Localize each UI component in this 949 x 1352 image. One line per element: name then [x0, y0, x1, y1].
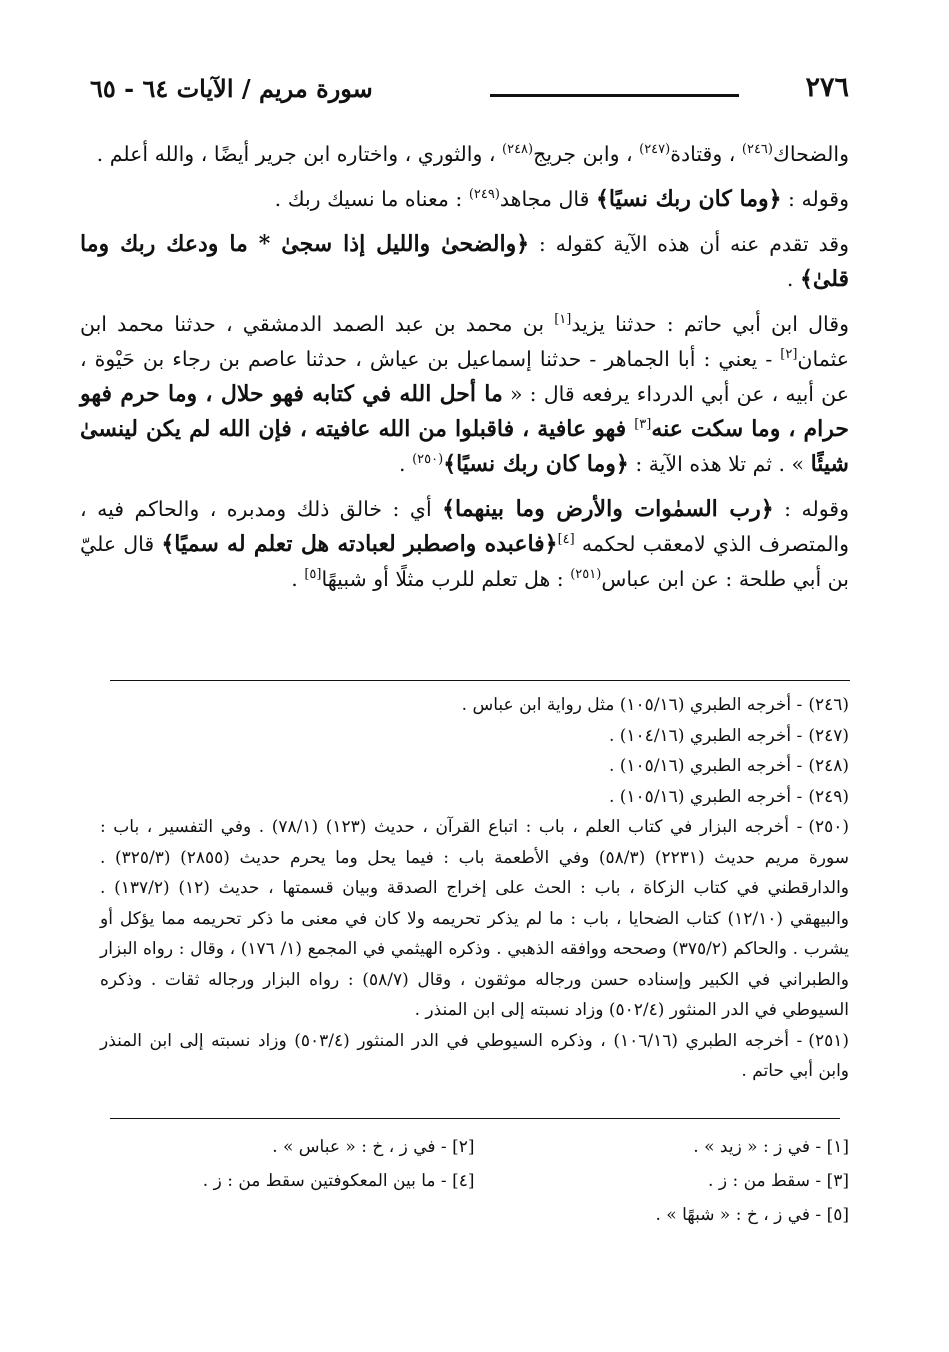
manuscript-note-text: - في ز ، خ : « عباس » .	[272, 1137, 447, 1157]
paragraph-3	[80, 227, 849, 297]
manuscript-ref: [١]	[554, 312, 572, 328]
text: ، وابن جريج	[533, 142, 640, 166]
quran-verse: ﴿وما كان ربك نسيًا﴾	[443, 451, 629, 477]
manuscript-notes-rule	[110, 1118, 840, 1119]
footnotes	[100, 690, 849, 1087]
text: وقال ابن أبي حاتم : حدثنا يزيد	[571, 312, 849, 336]
text: » . ثم تلا هذه الآية :	[628, 452, 811, 476]
quran-verse: ﴿وما كان ربك نسيًا﴾	[595, 186, 782, 212]
manuscript-note	[100, 1130, 475, 1164]
manuscript-note-text: - في ز ، خ : « شبهًا » .	[655, 1205, 822, 1225]
footnote	[100, 751, 849, 782]
text: قال مجاهد	[499, 187, 596, 211]
footnotes-rule	[110, 680, 850, 681]
manuscript-note-number: [١]	[826, 1137, 849, 1157]
hadith-text: فهو عافية ، فاقبلوا من الله عافيته ، فإن الله لم يكن لينسىٰ شيئًا	[80, 416, 849, 477]
text: وقوله :	[781, 187, 849, 211]
manuscript-notes	[100, 1130, 849, 1232]
text: - يعني : أبا الجماهر - حدثنا إسماعيل بن عياش ، حدثنا عاصم بن رجاء بن حَيْوة ، عن أبيه ، عن أبي الدرداء يرفعه قال : «	[80, 347, 849, 406]
quran-verse: ﴿رب السمٰوات والأرض وما بينهما﴾	[442, 496, 774, 522]
footnote-ref: (٢٤٨)	[502, 142, 534, 158]
paragraph-2	[80, 182, 849, 217]
footnote-ref: (٢٤٧)	[639, 142, 671, 158]
text: .	[786, 267, 800, 291]
footnote	[100, 812, 849, 1026]
manuscript-note-text: - في ز : « زيد » .	[693, 1137, 822, 1157]
footnote-number: (٢٤٨)	[808, 756, 849, 776]
text: ، والثوري ، واختاره ابن جرير أيضًا ، والله أعلم .	[96, 142, 503, 166]
page-number: ٢٧٦	[805, 72, 849, 103]
manuscript-notes-row	[100, 1130, 849, 1164]
manuscript-note-number: [٣]	[826, 1171, 849, 1191]
manuscript-ref: [٢]	[780, 347, 798, 363]
footnote-text: - أخرجه الطبري (١٠٦/١٦) ، وذكره السيوطي في الدر المنثور (٥٠٣/٤) وزاد نسبته إلى ابن المنذر وابن أبي حاتم .	[100, 1030, 849, 1081]
manuscript-note-text: - ما بين المعكوفتين سقط من : ز .	[202, 1171, 447, 1191]
text: قال عليّ بن أبي طلحة : عن ابن عباس	[80, 532, 849, 591]
footnote-text: - أخرجه الطبري (١٠٥/١٦) مثل رواية ابن عباس .	[461, 695, 803, 715]
header-rule	[490, 94, 739, 97]
text: والضحاك	[773, 142, 849, 166]
paragraph-1	[80, 137, 849, 172]
footnote	[100, 721, 849, 752]
running-title: سورة مريم / الآيات ٦٤ - ٦٥	[90, 74, 373, 103]
manuscript-note	[100, 1164, 475, 1198]
footnote-number: (٢٥٠)	[808, 817, 850, 837]
text: وقوله :	[773, 497, 849, 521]
footnote	[100, 1026, 849, 1087]
manuscript-note	[475, 1130, 850, 1164]
text: : معناه ما نسيك ربك .	[274, 187, 469, 211]
footnote-text: - أخرجه الطبري (١٠٤/١٦) .	[608, 725, 803, 746]
main-text	[80, 137, 849, 607]
footnote-number: (٢٤٩)	[808, 786, 849, 807]
manuscript-note-text: - سقط من : ز .	[708, 1171, 822, 1191]
footnote-ref: (٢٥١)	[570, 567, 602, 583]
paragraph-4	[80, 307, 849, 482]
footnote-number: (٢٥١)	[808, 1030, 849, 1051]
footnote-ref: (٢٥٠)	[412, 452, 444, 468]
footnote-text: - أخرجه الطبري (١٠٥/١٦) .	[608, 786, 803, 807]
manuscript-ref: [٥]	[304, 567, 322, 583]
manuscript-note	[475, 1164, 850, 1198]
manuscript-notes-row	[100, 1164, 849, 1198]
manuscript-note-number: [٤]	[452, 1171, 475, 1191]
manuscript-note-number: [٢]	[452, 1137, 475, 1157]
manuscript-ref: [٣]	[634, 417, 652, 433]
footnote-number: (٢٤٧)	[808, 725, 849, 746]
manuscript-note-number: [٥]	[826, 1205, 849, 1225]
quran-verse: ﴿فاعبده واصطبر لعبادته هل تعلم له سميًا﴾	[161, 531, 558, 557]
quran-verse: ﴿والضحىٰ والليل إذا سجىٰ * ما ودعك ربك وما قلىٰ﴾	[80, 231, 849, 292]
text: : هل تعلم للرب مثلًا أو شبيهًا	[321, 567, 571, 591]
footnote-ref: (٢٤٦)	[741, 142, 773, 158]
manuscript-notes-row	[100, 1198, 849, 1232]
footnote-number: (٢٤٦)	[808, 695, 849, 715]
hadith-text: ما أحل الله في كتابه فهو حلال ، وما حرم فهو حرام ، وما سكت عنه	[80, 381, 849, 442]
footnote	[100, 690, 849, 721]
text: بن محمد بن عبد الصمد الدمشقي ، حدثنا محمد ابن عثمان	[80, 312, 849, 371]
footnote-ref: (٢٤٩)	[468, 187, 500, 203]
manuscript-ref: [٤]	[557, 532, 575, 548]
text: أي : خالق ذلك ومدبره ، والحاكم فيه ، والمتصرف الذي لامعقب لحكمه	[80, 497, 850, 556]
footnote-text: - أخرجه الطبري (١٠٥/١٦) .	[608, 756, 803, 776]
text: وقد تقدم عنه أن هذه الآية كقوله :	[529, 232, 849, 256]
footnote	[100, 782, 849, 813]
paragraph-5	[80, 492, 849, 597]
manuscript-note	[475, 1198, 850, 1232]
page-header	[90, 66, 849, 106]
text: .	[291, 567, 305, 591]
text: .	[399, 452, 413, 476]
text: ، وقتادة	[670, 142, 742, 166]
footnote-text: - أخرجه البزار في كتاب العلم ، باب : اتباع القرآن ، حديث (١٢٣) (٧٨/١) . وفي التفسير ، باب : سورة مريم حديث (٢٢٣١) (٥٨/٣) وفي الأطعمة باب : فيما يحل وما يحرم حديث (٢٨٥٥) (٣٢٥/٣) . والدارقطني في كتاب الزكاة ، باب : الحث على إخراج الصدقة وبيان قسمتها ، حديث (١٢) (١٣٧/٢) . والبيهقي (١٢/١٠) كتاب الضحايا ، باب : ما لم يذكر تحريمه ولا كان في معنى ما ذكر تحريمه مما يؤكل أو يشرب . والحاكم (٣٧٥/٢) وصححه ووافقه الذهبي . وذكره الهيثمي في المجمع (١/ ١٧٦) ، وقال : رواه البزار والطبراني في الكبير وإسناده حسن ورجاله موثقون ، وقال (٥٨/٧) : رواه البزار ورجاله ثقات . وذكره السيوطي في الدر المنثور (٥٠٢/٤) وزاد نسبته إلى ابن المنذر .	[100, 817, 850, 1020]
